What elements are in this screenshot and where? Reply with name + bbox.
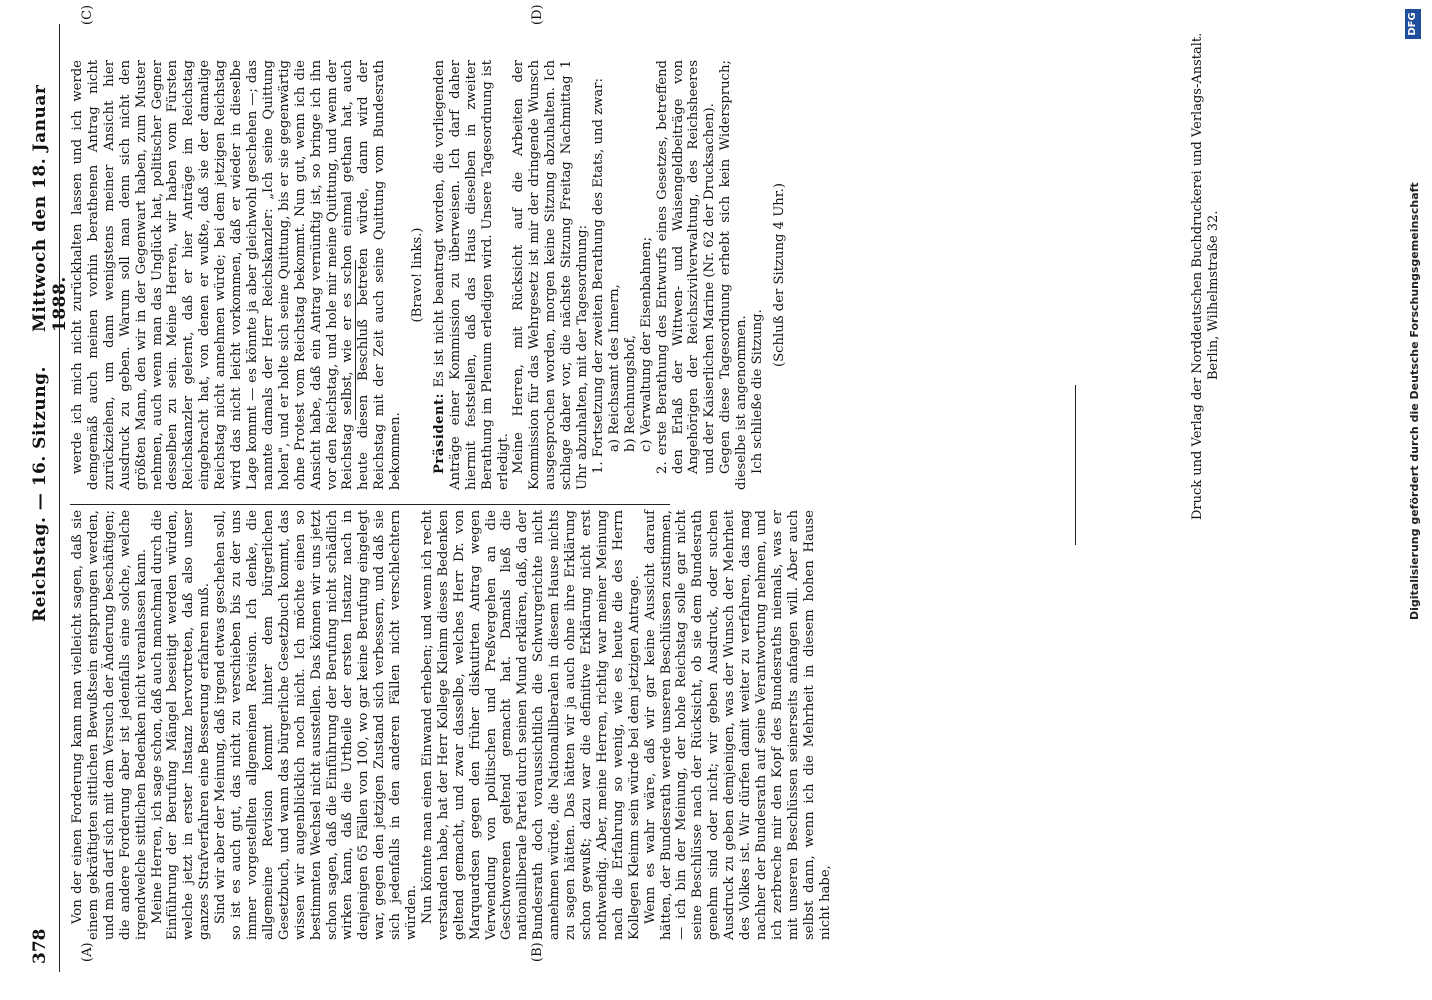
paragraph: Nun könnte man einen Einwand erheben; und wenn ich recht verstanden habe, hat der Herr Kollege Kleinm dieses Bedenken geltend gemacht, und zwar dasselbe, welches Herr Dr. von Marquardsen gegen den früher diskutirten Antrag wegen Verwendung von politischen und Preßvergehen an die Geschworenen geltend gemacht hat. Damals ließ die nationalliberale Partei durch seinen Mund erklären, daß, da der Bundesrath doch voraussichtlich die Schwurgerichte nicht annehmen würde, die Nationalliberalen in diesem Hause nichts zu sagen hätten. Das hätten wir ja auch ohne ihre Erklärung schon gewußt; dazu war die definitive Erklärung nicht erst nothwendig. Aber, meine Herren, richtig war meiner Meinung nach die Erfahrung so wenig, wie es heute die des Herrn Kollegen Kleinm sein würde bei dem jetzigen Antrage. <box>419 510 642 940</box>
imprint-line: Berlin, Wilhelmstraße 32. <box>1206 210 1221 380</box>
paragraph: Meine Herren, ich sage schon, daß auch manchmal durch die Einführung der Berufung Mängel beseitigt werden würden, welche jetzt in erster Instanz hervortreten, daß also unser ganzes Strafverfahren eine Besserung erfahren muß. <box>149 510 213 940</box>
paragraph: Ich schließe die Sitzung. <box>750 309 766 474</box>
dfg-logo: DFG <box>1405 9 1421 39</box>
session-date: Mittwoch den 18. Januar 1888. <box>30 84 70 332</box>
digitization-note: Digitalisierung gefördert durch die Deutsche Forschungsgemeinschaft <box>1408 182 1421 620</box>
column-divider <box>70 504 670 505</box>
right-column <box>70 60 787 490</box>
margin-letter-a: (A) <box>80 942 95 962</box>
agenda-item-1: 1. Fortsetzung der zweiten Berathung des Etats, und zwar: <box>591 78 606 474</box>
paragraph: Sind wir aber der Meinung, daß irgend etwas geschehen soll, so ist es auch gut, das nicht zu verschieben bis zu der uns immer vorgestellten allgemeinen Revision. Ich denke, die allgemeine Revision kommt hinter dem bürgerlichen Gesetzbuch, und wann das bürgerliche Gesetzbuch kommt, das wissen wir augenblicklich noch nicht. Ich möchte einen so bestimmten Wechsel nicht ausstellen. Das können wir uns jetzt schon sagen, daß die Einführung der Berufung nicht schädlich wirken kann, daß die Urtheile der ersten Instanz nach in denjenigen 65 Fällen von 100, wo gar keine Berufung eingelegt war, gegen den jetzigen Zustand sich verbessern, und daß sie sich jedenfalls in den anderen Fällen nicht verschlechtern würden. <box>213 510 420 940</box>
agenda-item-1b: b) Rechnungshof, <box>622 334 638 452</box>
divider-rule <box>355 260 356 420</box>
paragraph: Wenn es wahr wäre, daß wir gar keine Aussicht darauf hätten, der Bundesrath werde unseren Beschlüssen zustimmen, — ich bin der Meinung, der hohe Reichstag solle gar nicht seine Beschlüsse nach der Rücksicht, ob sie dem Bundesrath genehm sind oder nicht; wir geben Ausdruck, oder suchen Ausdruck zu geben demjenigen, was der Wunsch der Mehrheit des Volkes ist. Wir dürfen damit weiter zu verfahren, das mag nachher der Bundesrath auf seine Verantwortung nehmen, und ich zerbreche mir den Kopf des Bundesraths niemals, was er mit unseren Beschlüssen seinerseits anfangen will. Aber auch selbst dann, wenn ich die Mehrheit in diesem hohen Hause nicht habe, <box>642 510 833 940</box>
running-header <box>20 24 70 972</box>
president-text: Es ist nicht beantragt worden, die vorliegenden Anträge einer Kommission zu überweisen. Ich darf daher hiermit feststellen, daß das Haus dieselben in zweiter Berathung im Plenum erledigen wird. Unsere Tagesordnung ist erledigt. <box>431 60 511 490</box>
paragraph: Meine Herren, mit Rücksicht auf die Arbeiten der Kommission für das Wehrgesetz ist mir der dringende Wunsch ausgesprochen worden, morgen keine Sitzung abzuhalten. Ich schlage daher vor, die nächste Sitzung Freitag Nachmittag 1 Uhr abzuhalten, mit der Tagesordnung: <box>511 60 591 490</box>
margin-letter-c: (C) <box>80 4 95 25</box>
left-column <box>70 510 833 940</box>
paragraph: werde ich mich nicht zurückhalten lassen und ich werde demgemäß auch meinen vorhin berathenen Antrag nicht zurückziehen, um dann wenigstens meiner Ansicht hier Ausdruck zu geben. Warum soll man denn sich nicht den größten Mann, den wir in der Gegenwart haben, zum Muster nehmen, auch wenn man das Unglück hat, politischer Gegner desselben zu sein. Meine Herren, wir haben vom Fürsten Reichskanzler gelernt, daß er hier Anträge im Reichstag eingebracht hat, von denen er wußte, daß sie der damalige Reichstag nicht annehmen würde; bei dem jetzigen Reichstag wird das nicht leicht vorkommen, daß er wieder in dieselbe Lage kommt — es könnte ja aber gleichwohl geschehen —; das nannte damals der Herr Reichskanzler: „Ich seine Quittung holen", und er holte sich seine Quittung, bis er sie gegenwärtig ohne Protest vom Reichstag bekommt. Nun gut, wenn ich die Ansicht habe, daß ein Antrag vernünftig ist, so bringe ich ihn vor den Reichstag, und hole mir meine Quittung, und wenn der Reichstag selbst, wie er es schon einmal gethan hat, auch heute diesen Beschluß betreten würde, dann wird der Reichstag mit der Zeit auch seine Quittung vom Bundesrath bekommen. <box>70 60 404 490</box>
speaker-label: Präsident: <box>431 392 447 474</box>
president-paragraph <box>432 60 512 490</box>
agenda-item-1a: a) Reichsamt des Innern, <box>606 284 622 452</box>
applause-note: (Bravo! links.) <box>410 227 426 323</box>
agenda-item-1c: c) Verwaltung der Eisenbahnen; <box>638 236 654 452</box>
page-number: 378 <box>30 928 50 964</box>
header-rule <box>59 24 60 972</box>
agenda-item-2: 2. erste Berathung des Entwurfs eines Gesetzes, betreffend den Erlaß der Wittwen- und Waisengeldbeiträge von Angehörigen der Reichszivilverwaltung, des Reichsheeres und der Kaiserlichen Marine (Nr. 62 der Drucksachen). <box>654 60 718 474</box>
session-title: Reichstag. — 16. Sitzung. <box>30 366 50 622</box>
paragraph: Gegen diese Tagesordnung erhebt sich kein Widerspruch; dieselbe ist angenommen. <box>718 60 750 490</box>
closing-note: (Schluß der Sitzung 4 Uhr.) <box>771 183 787 368</box>
paragraph: Von der einen Forderung kann man vielleicht sagen, daß sie einem gekräftigten sittlichen Bewußtsein entsprungen werden, und man darf sich mit dem Versuch der Änderung beschäftigen; die andere Forderung aber ist jedenfalls eine solche, welche irgendwelche sittlichen Bedenken nicht veranlassen kann. <box>70 510 149 940</box>
margin-letter-b: (B) <box>530 942 545 962</box>
divider-rule <box>1075 385 1076 545</box>
imprint-line: Druck und Verlag der Norddeutschen Buchdruckerei und Verlags-Anstalt. <box>1190 32 1205 520</box>
margin-letter-d: (D) <box>530 4 545 25</box>
imprint <box>1190 20 1222 520</box>
